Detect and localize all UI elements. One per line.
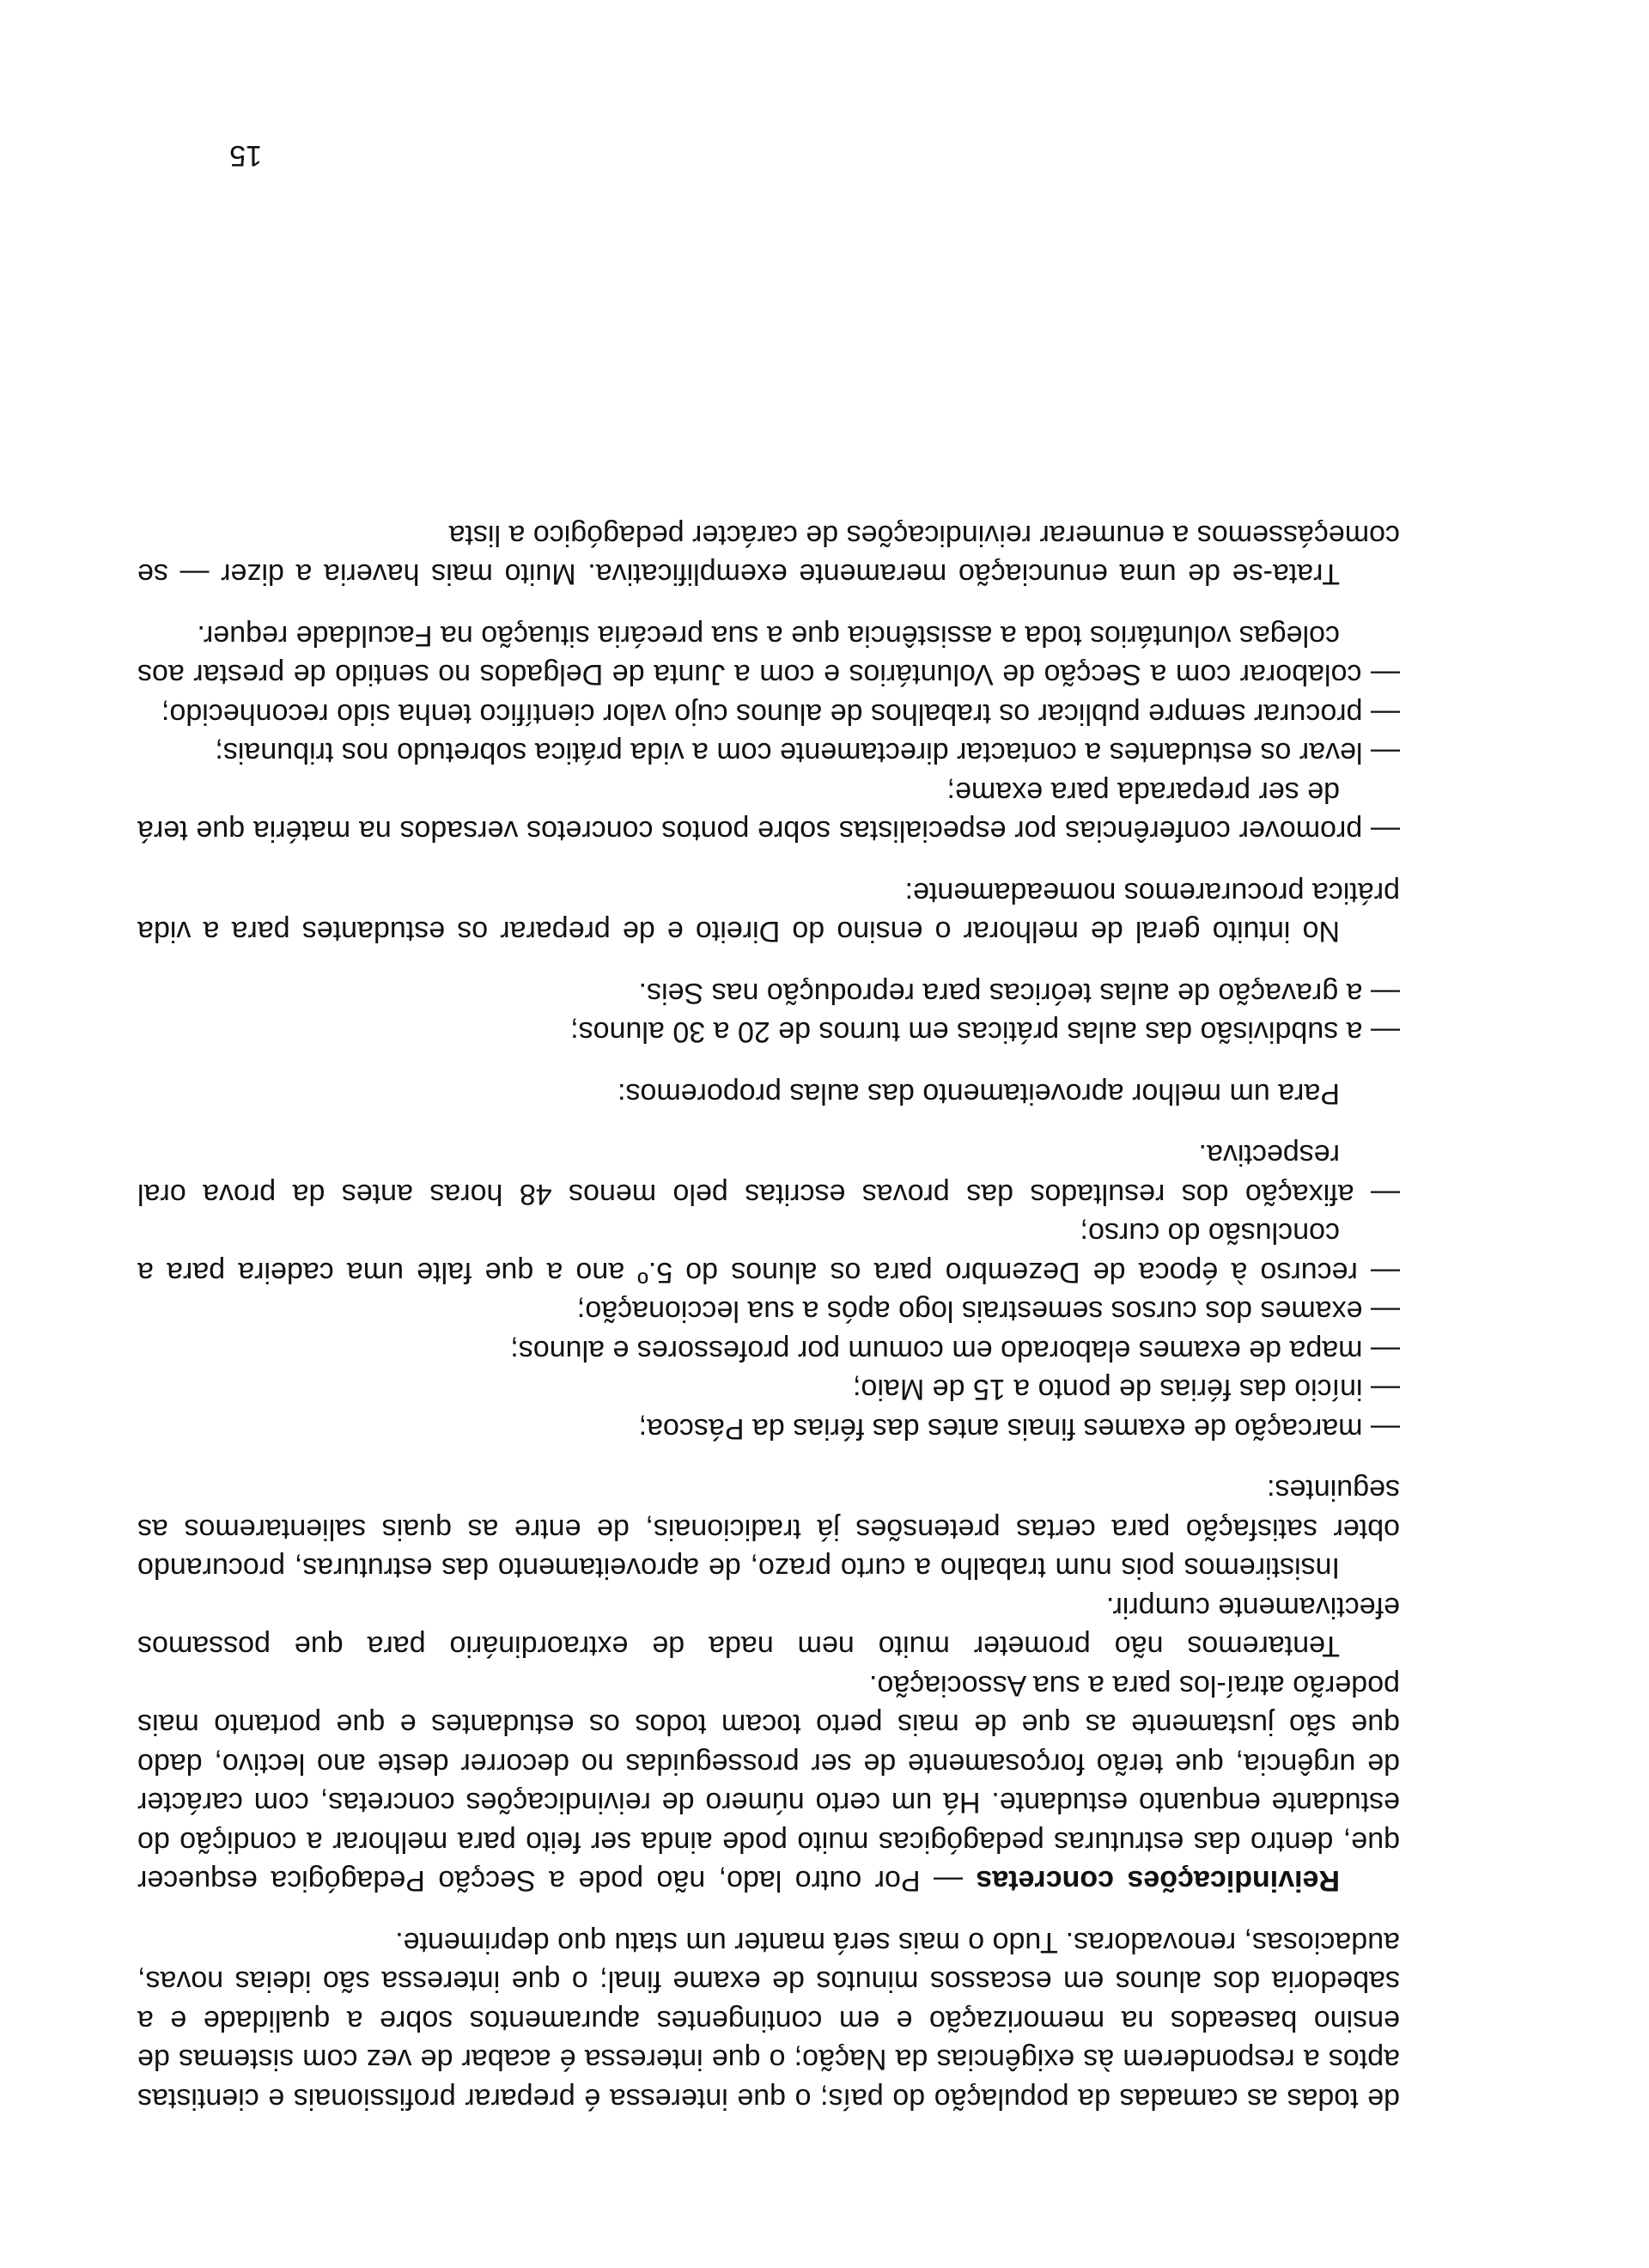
paragraph-tentaremos: Tentaremos não prometer muito nem nada de extraordinário para que possamos efectivamente cumprir.: [137, 1591, 1400, 1663]
list-item: — exames dos cursos semestrais logo após a sua leccionação;: [576, 1295, 1400, 1328]
paragraph-final: Trata-se de uma enunciação meramente exemplificativa. Muito mais haveria a dizer — se começássemos a enumerar reivindicações de carácter pedagógico a lista: [137, 519, 1400, 591]
list-item: — promover conferências por especialistas sobre pontos concretos versados na matéria que terá de ser preparada para exame;: [137, 776, 1400, 848]
list-item: — a gravação de aulas teóricas para reprodução nas Seis.: [638, 977, 1400, 1009]
list-item: — início das férias de ponto a 15 de Maio;: [853, 1373, 1400, 1406]
text-column: [137, 515, 1400, 2119]
paragraph-aulas: Para um melhor aproveitamento das aulas proporemos:: [618, 1077, 1340, 1110]
list-item: — a subdivisão das aulas práticas em turnos de 20 a 30 alunos;: [570, 1015, 1400, 1049]
list-item: — marcação de exames finais antes das férias da Páscoa;: [638, 1412, 1400, 1445]
list-item: — mapa de exames elaborado em comum por professores e alunos;: [510, 1334, 1400, 1367]
paragraph-intro: de todas as camadas da população do país; o que interessa é preparar profissionais e cientistas aptos a responderem às exigências da Nação; o que interessa é acabar de vez com sistemas de ensino baseados na memorização e em contingentes apuramentos sobre a qualidade e a sabedoria dos alunos em escassos minutos de exame final; o que interessa são ideias novas, audaciosas, renovadoras. Tudo o mais será manter um statu quo deprimente.: [137, 1926, 1400, 2115]
list-item: — colaborar com a Secção de Voluntários e com a Junta de Delgados no sentido de prestar aos colegas voluntários toda a assistência que a sua precária situação na Faculdade requer.: [137, 619, 1400, 692]
paragraph-insistiremos: Insistiremos pois num trabalho a curto prazo, de aproveitamento das estruturas, procurando obter satisfação para certas pretensões já tradicionais, de entre as quais salientaremos as seguintes:: [137, 1473, 1400, 1585]
list-item: — afixação dos resultados das provas escritas pelo menos 48 horas antes da prova oral respectiva.: [137, 1138, 1400, 1210]
list-item: — procurar sempre publicar os trabalhos de alunos cujo valor científico tenha sido reconhecido;: [161, 698, 1400, 730]
paragraph-reivindicacoes: [137, 1666, 1400, 1900]
section-body: — Por outro lado, não pode a Secção Pedagógica esquecer que, dentro das estruturas pedagógicas muito pode ainda ser feito para melhorar a condição do estudante enquanto estudante. Há um certo número de reivindicações concretas, com carácter de urgência, que terão forçosamente de ser prosseguidas no decorrer deste ano lectivo, dado que são justamente as que de mais perto tocam todos os estudantes e que portanto mais poderão atraí-los para a sua Associação.: [137, 1669, 1400, 1898]
list-item: — recurso à época de Dezembro para os alunos do 5.º ano a que falte uma cadeira para a conclusão do curso;: [137, 1216, 1400, 1289]
section-heading: Reivindicações concretas: [976, 1864, 1340, 1898]
page-number: 15: [229, 139, 262, 172]
list-item: — levar os estudantes a contactar directamente com a vida prática sobretudo nos tribunais;: [215, 736, 1400, 770]
paragraph-intuito: No intuito geral de melhorar o ensino do Direito e de preparar os estudantes para a vida prática procuraremos nomeadamente:: [137, 876, 1400, 948]
